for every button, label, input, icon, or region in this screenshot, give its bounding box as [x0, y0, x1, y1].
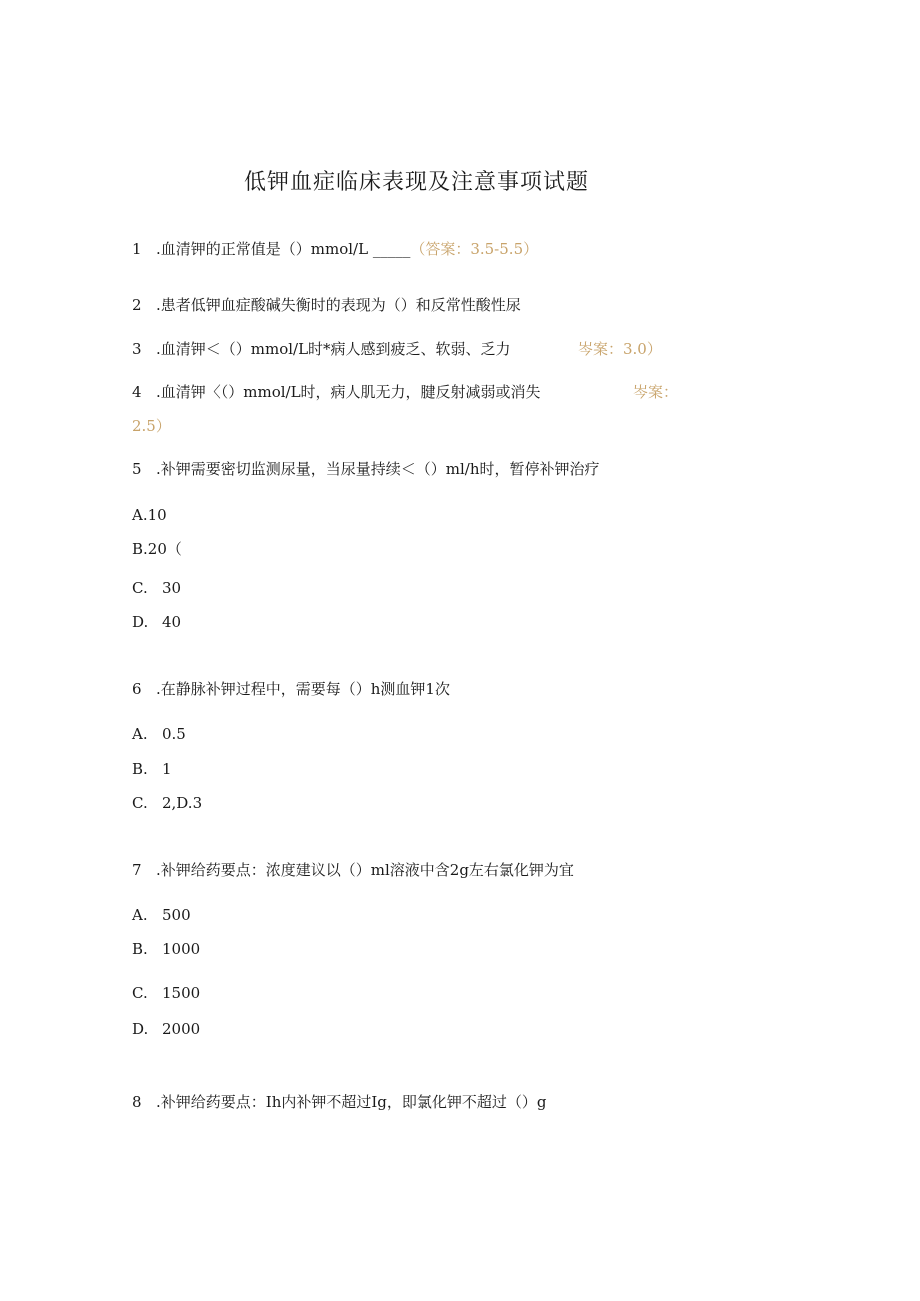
answer-text: 岑案：3.0） — [578, 340, 662, 358]
question-text: .补钾给药要点：浓度建议以（）ml溶液中含2g左右氯化钾为宜 — [156, 861, 574, 879]
option-b — [132, 939, 200, 959]
option-letter: B. — [132, 760, 148, 778]
option-c — [132, 983, 200, 1003]
option-value: 1000 — [162, 940, 201, 958]
option-letter: D. — [132, 613, 149, 631]
option-value: 2000 — [162, 1020, 201, 1038]
question-8 — [132, 1092, 547, 1112]
question-number: 2 — [132, 296, 142, 314]
question-number: 7 — [132, 861, 142, 879]
question-7 — [132, 860, 574, 880]
option-a — [132, 724, 186, 744]
question-5 — [132, 459, 600, 479]
option-a: A.10 — [132, 506, 167, 524]
option-value: 1 — [162, 760, 172, 778]
question-1 — [132, 239, 538, 259]
option-value: 1500 — [162, 984, 201, 1002]
question-text: .补钾需要密切监测尿量，当尿量持续＜（）ml/h时，暂停补钾治疗 — [156, 460, 600, 478]
question-number: 3 — [132, 340, 142, 358]
option-letter: C. — [132, 579, 148, 597]
option-letter: C. — [132, 794, 148, 812]
option-d — [132, 1019, 200, 1039]
question-4 — [132, 382, 541, 402]
document-title: 低钾血症临床表现及注意事项试题 — [244, 170, 590, 195]
question-number: 1 — [132, 240, 142, 258]
option-value: 500 — [162, 906, 191, 924]
option-letter: B. — [132, 940, 148, 958]
option-letter: A. — [132, 906, 148, 924]
option-b — [132, 759, 172, 779]
question-number: 6 — [132, 680, 142, 698]
option-value: 2,D.3 — [162, 794, 203, 812]
question-text: .血清钾的正常值是（）mmol/L _____ — [156, 240, 411, 258]
answer-text-part1: 岑案： — [633, 383, 679, 401]
question-6 — [132, 679, 450, 699]
question-text: .患者低钾血症酸碱失衡时的表现为（）和反常性酸性尿 — [156, 296, 521, 314]
question-number: 8 — [132, 1093, 142, 1111]
question-2 — [132, 295, 521, 315]
option-value: 0.5 — [162, 725, 186, 743]
option-c — [132, 793, 202, 813]
question-text: .补钾给药要点：Ih内补钾不超过Ig，即氯化钾不超过（）g — [156, 1093, 547, 1111]
question-number: 5 — [132, 460, 142, 478]
answer-text-part2: 2.5） — [132, 417, 171, 435]
question-text: .在静脉补钾过程中，需要每（）h测血钾1次 — [156, 680, 450, 698]
option-letter: A. — [132, 725, 148, 743]
question-text: .血清钾＜（）mmol/L时*病人感到疲乏、软弱、乏力 — [156, 340, 511, 358]
option-letter: C. — [132, 984, 148, 1002]
question-text: .血清钾〈（）mmol/L时，病人肌无力，腱反射减弱或消失 — [156, 383, 541, 401]
option-value: 30 — [162, 579, 182, 597]
option-a — [132, 905, 191, 925]
answer-text: （答案：3.5-5.5） — [410, 240, 539, 258]
option-value: 40 — [162, 613, 182, 631]
option-letter: D. — [132, 1020, 149, 1038]
option-d — [132, 612, 181, 632]
question-number: 4 — [132, 383, 142, 401]
option-b: B.20（ — [132, 540, 182, 558]
question-3 — [132, 339, 511, 359]
option-c — [132, 578, 181, 598]
